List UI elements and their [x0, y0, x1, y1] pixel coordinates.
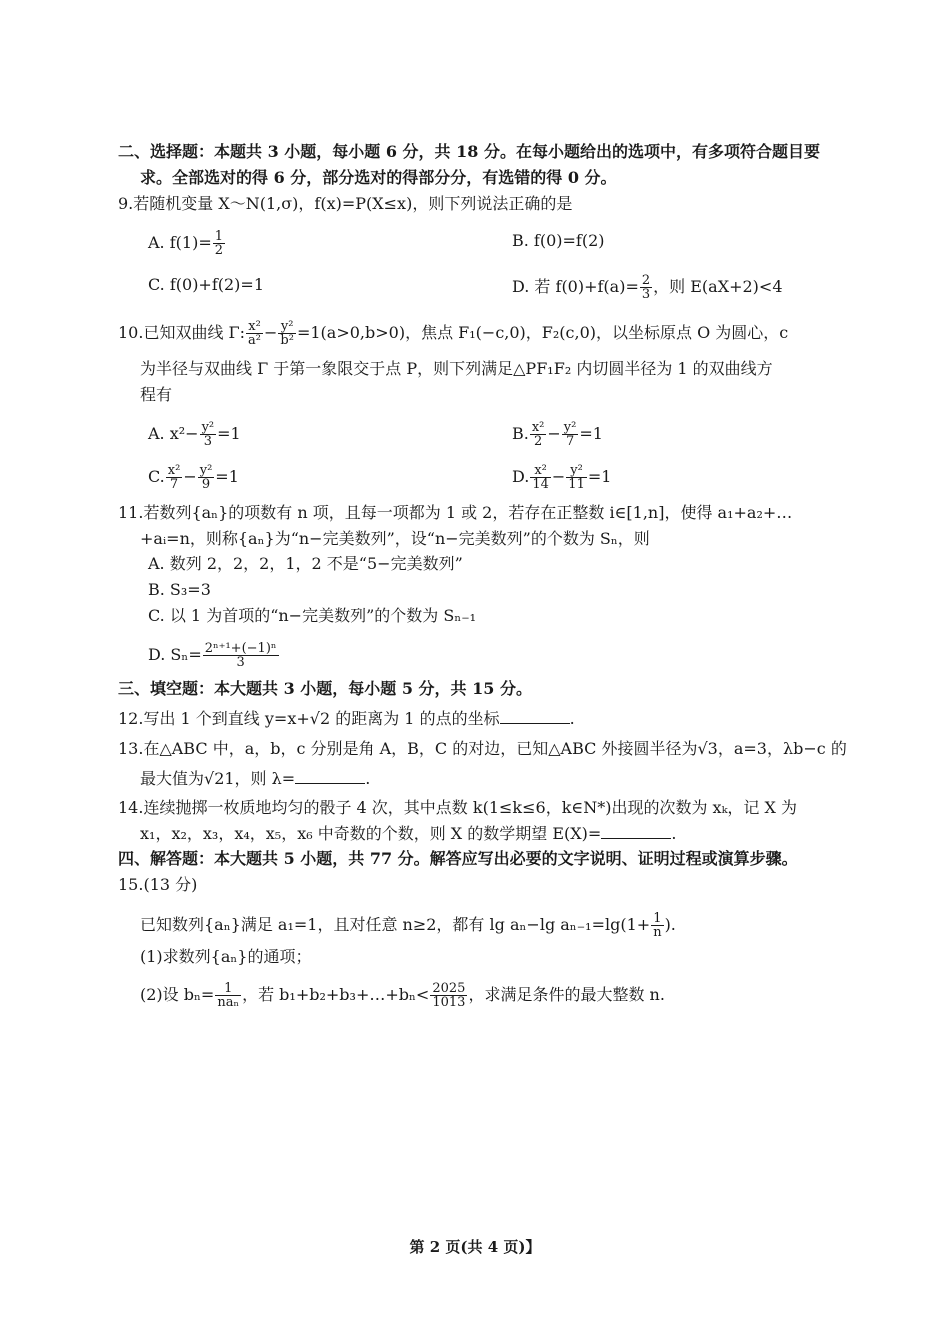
q11-option-a: A. 数列 2，2，2，1，2 不是“5−完美数列” — [148, 554, 463, 573]
q14-line2: x₁，x₂，x₃，x₄，x₅，x₆ 中奇数的个数，则 X 的数学期望 E(X)= . — [140, 824, 677, 843]
q15-title: 15.(13 分) — [118, 875, 198, 894]
q9-stem: 9.若随机变量 X～N(1,σ)，f(x)=P(X≤x)，则下列说法正确的是 — [118, 194, 573, 213]
q10-option-c: C. $\frac{\text{x²}}{7}$ − $\frac{\text{y²}}{9}$ =1 — [148, 463, 239, 492]
q12-text: 12.写出 1 个到直线 y=x+√2 的距离为 1 的点的坐标 . — [118, 709, 575, 728]
q15-stem: 已知数列{aₙ}满足 a₁=1，且对任意 n≥2，都有 lg aₙ−lg aₙ₋₁=lg(1+ $\frac{1}{n}$ ). — [140, 911, 676, 940]
q14-line1: 14.连续抛掷一枚质地均匀的骰子 4 次，其中点数 k(1≤k≤6，k∈N*)出现的次数为 xₖ，记 X 为 — [118, 798, 797, 817]
q9-option-a: A. f(1)= $\frac{1}{2}$ — [148, 229, 223, 258]
q11-option-b: B. S₃=3 — [148, 580, 211, 599]
q13-line2: 最大值为√21，则 λ= . — [140, 769, 371, 788]
q11-stem-line1: 11.若数列{aₙ}的项数有 n 项，且每一项都为 1 或 2，若存在正整数 i∈[1,n]，使得 a₁+a₂+… — [118, 503, 793, 522]
q9-option-d: D. 若 f(0)+f(a)= $\frac{2}{3}$ ，则 E(aX+2)<4 — [512, 273, 783, 302]
q15-part-1: (1)求数列{aₙ}的通项； — [140, 947, 312, 966]
q10-option-d: D. $\frac{\text{x²}}{14}$ − $\frac{\text{y²}}{11}$ =1 — [512, 463, 612, 492]
section-2-header-line2: 求。全部选对的得 6 分，部分选对的得部分分，有选错的得 0 分。 — [140, 168, 617, 187]
q10-option-b: B. $\frac{\text{x²}}{2}$ − $\frac{\text{y²}}{7}$ =1 — [512, 420, 603, 449]
q10-stem-line3: 程有 — [140, 385, 173, 404]
q9-option-c: C. f(0)+f(2)=1 — [148, 275, 265, 294]
q10-stem-line2: 为半径与双曲线 Γ 于第一象限交于点 P，则下列满足△PF₁F₂ 内切圆半径为 1 的双曲线方 — [140, 359, 773, 378]
q11-option-d: D. Sₙ= $\frac{\text{2ⁿ⁺¹+(−1)ⁿ}}{3}$ — [148, 641, 277, 670]
q10-option-a: A. x²− $\frac{\text{y²}}{3}$ =1 — [148, 420, 241, 449]
q13-answer-blank — [295, 769, 365, 784]
q11-option-c: C. 以 1 为首项的“n−完美数列”的个数为 Sₙ₋₁ — [148, 606, 477, 625]
q12-answer-blank — [500, 709, 570, 724]
q10-stem-line1: 10.已知双曲线 Γ: $\frac{\text{x²}}{\text{a²}}$ − $\frac{\text{y²}}{\text{b²}}$ =1(a>0,b>0)，焦点 F₁(−c,0)，F₂(c,0)，以坐标原点 O 为圆心，c — [118, 319, 789, 348]
section-2-header-line1: 二、选择题：本题共 3 小题，每小题 6 分，共 18 分。在每小题给出的选项中，有多项符合题目要 — [118, 142, 820, 161]
q14-answer-blank — [601, 824, 671, 839]
section-4-header: 四、解答题：本大题共 5 小题，共 77 分。解答应写出必要的文字说明、证明过程或演算步骤。 — [118, 849, 798, 868]
q11-stem-line2: +aᵢ=n，则称{aₙ}为“n−完美数列”，设“n−完美数列”的个数为 Sₙ，则 — [140, 529, 650, 548]
q9-option-b: B. f(0)=f(2) — [512, 231, 605, 250]
section-3-header: 三、填空题：本大题共 3 小题，每小题 5 分，共 15 分。 — [118, 679, 532, 698]
page-footer: 第 2 页(共 4 页)】 — [409, 1238, 541, 1256]
q15-part-2: (2)设 bₙ= $\frac{1}{\text{naₙ}}$ ，若 b₁+b₂+b₃+…+bₙ< $\frac{2025}{1013}$ ，求满足条件的最大整数 n. — [140, 981, 665, 1010]
q13-line1: 13.在△ABC 中，a，b，c 分别是角 A，B，C 的对边，已知△ABC 外接圆半径为√3，a=3，λb−c 的 — [118, 739, 847, 758]
